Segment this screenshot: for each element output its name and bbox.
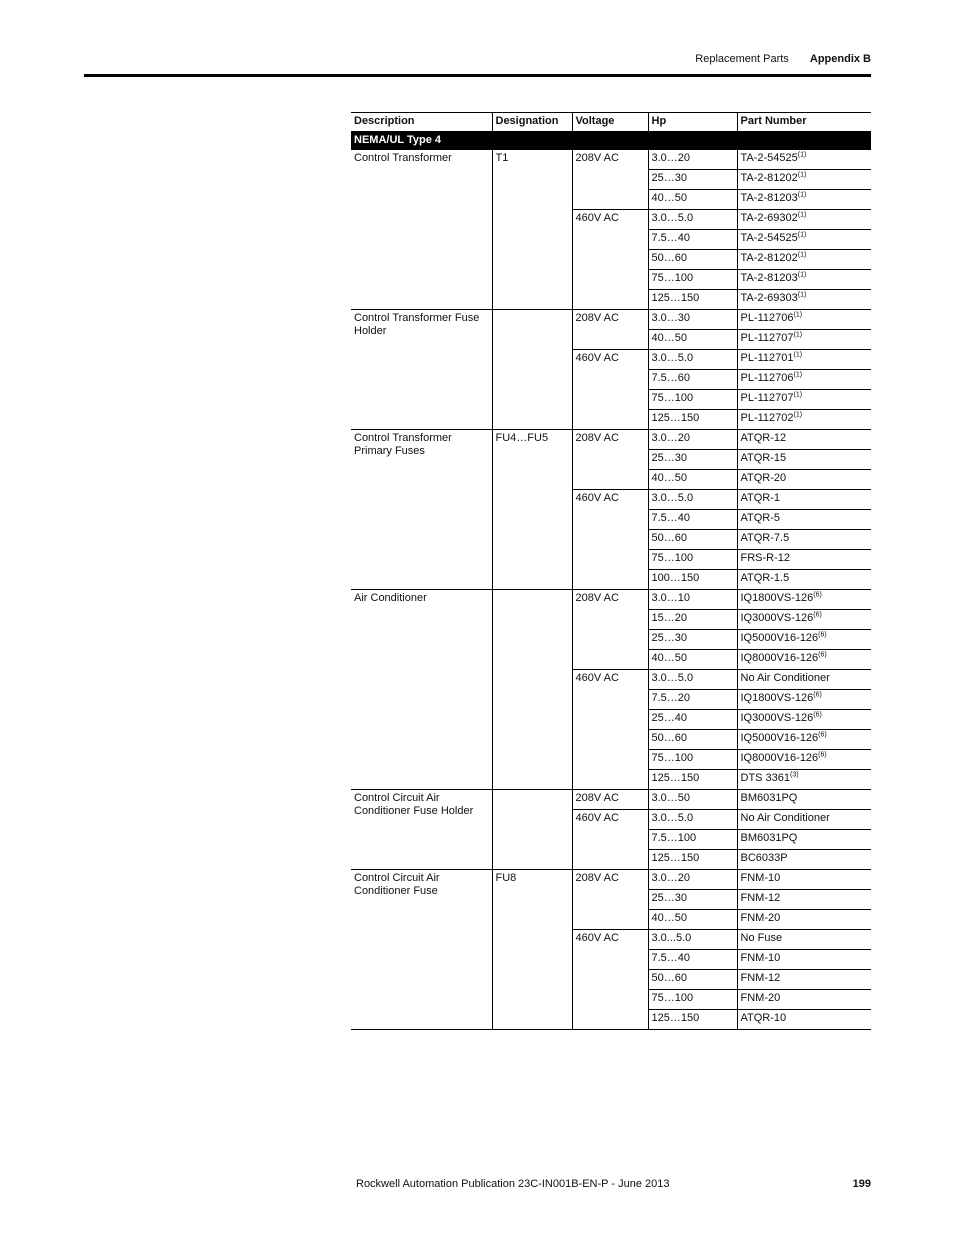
part-number: FNM-10 [740,872,781,884]
hp-range-cell: 125…150 [648,290,737,310]
hp-range-cell: 50…60 [648,970,737,990]
footnote-marker: (1) [793,311,803,319]
part-number: FNM-20 [740,992,781,1004]
running-header [695,53,871,65]
hp-range-cell: 40…50 [648,650,737,670]
part-number-cell [737,630,871,650]
part-number-cell [737,510,871,530]
part-number: ATQR-10 [740,1012,787,1024]
footnote-marker: (6) [813,591,822,599]
hp-range-cell: 125…150 [648,1010,737,1030]
hp-range-cell: 7.5…40 [648,230,737,250]
hp-range-cell: 25…30 [648,170,737,190]
hp-range-cell: 75…100 [648,390,737,410]
hp-range-cell: 3.0…20 [648,870,737,890]
part-number-cell [737,390,871,410]
footnote-marker: (1) [797,151,807,159]
part-number-cell [737,610,871,630]
part-number-cell [737,790,871,810]
voltage-cell: 208V AC [572,150,648,210]
voltage-cell: 208V AC [572,790,648,810]
publication-footer: Rockwell Automation Publication 23C-IN001B-EN-P - June 2013 [356,1178,670,1190]
hp-range-cell: 125…150 [648,850,737,870]
hp-range-cell: 50…60 [648,730,737,750]
hp-range-cell: 3.0…20 [648,430,737,450]
hp-range-cell: 40…50 [648,330,737,350]
part-number-cell [737,190,871,210]
hp-range-cell: 3.0…5.0 [648,670,737,690]
part-number-cell [737,290,871,310]
part-number-cell [737,910,871,930]
part-number: DTS 3361 [740,772,791,784]
part-number: TA-2-54525 [740,152,798,164]
part-designation [492,310,572,430]
hp-range-cell: 25…30 [648,630,737,650]
footnote-marker: (1) [793,391,803,399]
hp-range-cell: 50…60 [648,530,737,550]
footnote-marker: (1) [793,411,803,419]
footnote-marker: (3) [790,771,799,779]
table-row [351,150,871,170]
table-body [351,132,871,1030]
hp-range-cell: 50…60 [648,250,737,270]
hp-range-cell: 40…50 [648,470,737,490]
hp-range-cell: 3.0…5.0 [648,350,737,370]
part-number: IQ5000V16-126 [740,632,819,644]
footnote-marker: (1) [797,211,807,219]
part-number: ATQR-12 [740,432,787,444]
part-number: IQ8000V16-126 [740,752,819,764]
footnote-marker: (1) [797,251,807,259]
part-number: TA-2-69302 [740,212,798,224]
hp-range-cell: 40…50 [648,910,737,930]
part-number-cell [737,150,871,170]
part-number: ATQR-15 [740,452,787,464]
part-number-cell [737,970,871,990]
part-number: ATQR-1.5 [740,572,790,584]
part-number-cell [737,830,871,850]
part-number-cell [737,230,871,250]
part-number: IQ5000V16-126 [740,732,819,744]
footnote-marker: (1) [797,271,807,279]
hp-range-cell: 3.0…20 [648,150,737,170]
part-number: PL-112707 [740,392,794,404]
part-number-cell [737,690,871,710]
hp-range-cell: 3.0...5.0 [648,930,737,950]
hp-range-cell: 3.0…50 [648,790,737,810]
voltage-cell: 460V AC [572,350,648,430]
part-number-cell [737,250,871,270]
part-number-cell [737,550,871,570]
part-designation: FU8 [492,870,572,1030]
hp-range-cell: 25…30 [648,450,737,470]
voltage-cell: 460V AC [572,930,648,1030]
part-number: IQ3000VS-126 [740,712,814,724]
part-number: FNM-12 [740,972,781,984]
part-number: ATQR-5 [740,512,781,524]
hp-range-cell: 75…100 [648,550,737,570]
part-number-cell [737,950,871,970]
footnote-marker: (1) [797,171,807,179]
part-number: ATQR-7.5 [740,532,790,544]
voltage-cell: 208V AC [572,870,648,930]
part-number: FRS-R-12 [740,552,791,564]
part-designation: FU4…FU5 [492,430,572,590]
part-number: FNM-10 [740,952,781,964]
table-row [351,310,871,330]
replacement-parts-table [351,112,871,1030]
column-header: Description [351,113,492,132]
part-number: ATQR-1 [740,492,781,504]
footnote-marker: (1) [797,291,807,299]
hp-range-cell: 125…150 [648,410,737,430]
part-number-cell [737,850,871,870]
part-number-cell [737,330,871,350]
table-row [351,870,871,890]
table-row [351,590,871,610]
footnote-marker: (6) [813,691,822,699]
part-number-cell [737,670,871,690]
footnote-marker: (6) [818,731,827,739]
part-number: TA-2-54525 [740,232,798,244]
part-number: PL-112706 [740,312,794,324]
part-number-cell [737,810,871,830]
part-number-cell [737,210,871,230]
hp-range-cell: 125…150 [648,770,737,790]
page-number: 199 [852,1178,871,1190]
hp-range-cell: 7.5…40 [648,950,737,970]
hp-range-cell: 7.5…60 [648,370,737,390]
voltage-cell: 460V AC [572,810,648,870]
footnote-marker: (1) [797,231,807,239]
column-header: Part Number [737,113,871,132]
part-number-cell [737,710,871,730]
part-number: FNM-20 [740,912,781,924]
hp-range-cell: 3.0…5.0 [648,810,737,830]
hp-range-cell: 3.0…5.0 [648,210,737,230]
hp-range-cell: 75…100 [648,270,737,290]
part-number: BM6031PQ [740,832,798,844]
part-number-cell [737,590,871,610]
part-number-cell [737,930,871,950]
part-number-cell [737,450,871,470]
part-number-cell [737,350,871,370]
part-number: BM6031PQ [740,792,798,804]
part-number: PL-112707 [740,332,794,344]
header-rule [84,74,871,77]
hp-range-cell: 75…100 [648,750,737,770]
footnote-marker: (6) [813,711,822,719]
part-number-cell [737,410,871,430]
part-description: Control Transformer Primary Fuses [351,430,492,590]
part-number-cell [737,730,871,750]
voltage-cell: 460V AC [572,670,648,790]
part-number-cell [737,890,871,910]
column-header: Hp [648,113,737,132]
footnote-marker: (6) [813,611,822,619]
part-description: Control Transformer [351,150,492,310]
voltage-cell: 208V AC [572,310,648,350]
part-number: No Fuse [740,932,783,944]
part-number-cell [737,750,871,770]
part-number: PL-112701 [740,352,794,364]
hp-range-cell: 75…100 [648,990,737,1010]
footnote-marker: (1) [793,351,803,359]
part-number-cell [737,370,871,390]
group-heading: NEMA/UL Type 4 [351,132,871,151]
part-description: Control Circuit Air Conditioner Fuse Holder [351,790,492,870]
part-designation: T1 [492,150,572,310]
part-number-cell [737,1010,871,1030]
part-number-cell [737,430,871,450]
part-number-cell [737,530,871,550]
part-description: Control Transformer Fuse Holder [351,310,492,430]
hp-range-cell: 25…30 [648,890,737,910]
part-number: No Air Conditioner [740,812,830,824]
part-designation [492,790,572,870]
hp-range-cell: 40…50 [648,190,737,210]
part-number: TA-2-81202 [740,172,798,184]
voltage-cell: 208V AC [572,590,648,670]
table-row [351,430,871,450]
hp-range-cell: 100…150 [648,570,737,590]
voltage-cell: 460V AC [572,210,648,310]
hp-range-cell: 15…20 [648,610,737,630]
part-number: ATQR-20 [740,472,787,484]
footnote-marker: (6) [818,751,827,759]
part-number-cell [737,770,871,790]
column-header: Designation [492,113,572,132]
part-number-cell [737,310,871,330]
part-number-cell [737,170,871,190]
part-number: TA-2-81202 [740,252,798,264]
table-row [351,790,871,810]
hp-range-cell: 7.5…100 [648,830,737,850]
part-number-cell [737,270,871,290]
hp-range-cell: 25…40 [648,710,737,730]
voltage-cell: 460V AC [572,490,648,590]
part-number: IQ3000VS-126 [740,612,814,624]
part-description: Air Conditioner [351,590,492,790]
part-description: Control Circuit Air Conditioner Fuse [351,870,492,1030]
part-number-cell [737,990,871,1010]
footnote-marker: (6) [818,651,827,659]
part-number: IQ1800VS-126 [740,692,814,704]
group-heading-row [351,132,871,151]
voltage-cell: 208V AC [572,430,648,490]
part-number-cell [737,470,871,490]
part-number-cell [737,490,871,510]
section-title: Replacement Parts [695,53,789,65]
hp-range-cell: 3.0…10 [648,590,737,610]
part-designation [492,590,572,790]
footnote-marker: (1) [793,331,803,339]
part-number: TA-2-81203 [740,272,798,284]
hp-range-cell: 3.0…30 [648,310,737,330]
part-number: FNM-12 [740,892,781,904]
hp-range-cell: 7.5…20 [648,690,737,710]
footnote-marker: (6) [818,631,827,639]
appendix-label: Appendix B [809,53,871,65]
part-number-cell [737,650,871,670]
hp-range-cell: 7.5…40 [648,510,737,530]
part-number: TA-2-81203 [740,192,798,204]
part-number: IQ1800VS-126 [740,592,814,604]
part-number: BC6033P [740,852,788,864]
part-number: No Air Conditioner [740,672,830,684]
footnote-marker: (1) [797,191,807,199]
footnote-marker: (1) [793,371,803,379]
hp-range-cell: 3.0…5.0 [648,490,737,510]
column-header: Voltage [572,113,648,132]
part-number: PL-112706 [740,372,794,384]
part-number-cell [737,570,871,590]
part-number: PL-112702 [740,412,794,424]
part-number: IQ8000V16-126 [740,652,819,664]
part-number-cell [737,870,871,890]
part-number: TA-2-69303 [740,292,798,304]
table-header-row [351,113,871,132]
